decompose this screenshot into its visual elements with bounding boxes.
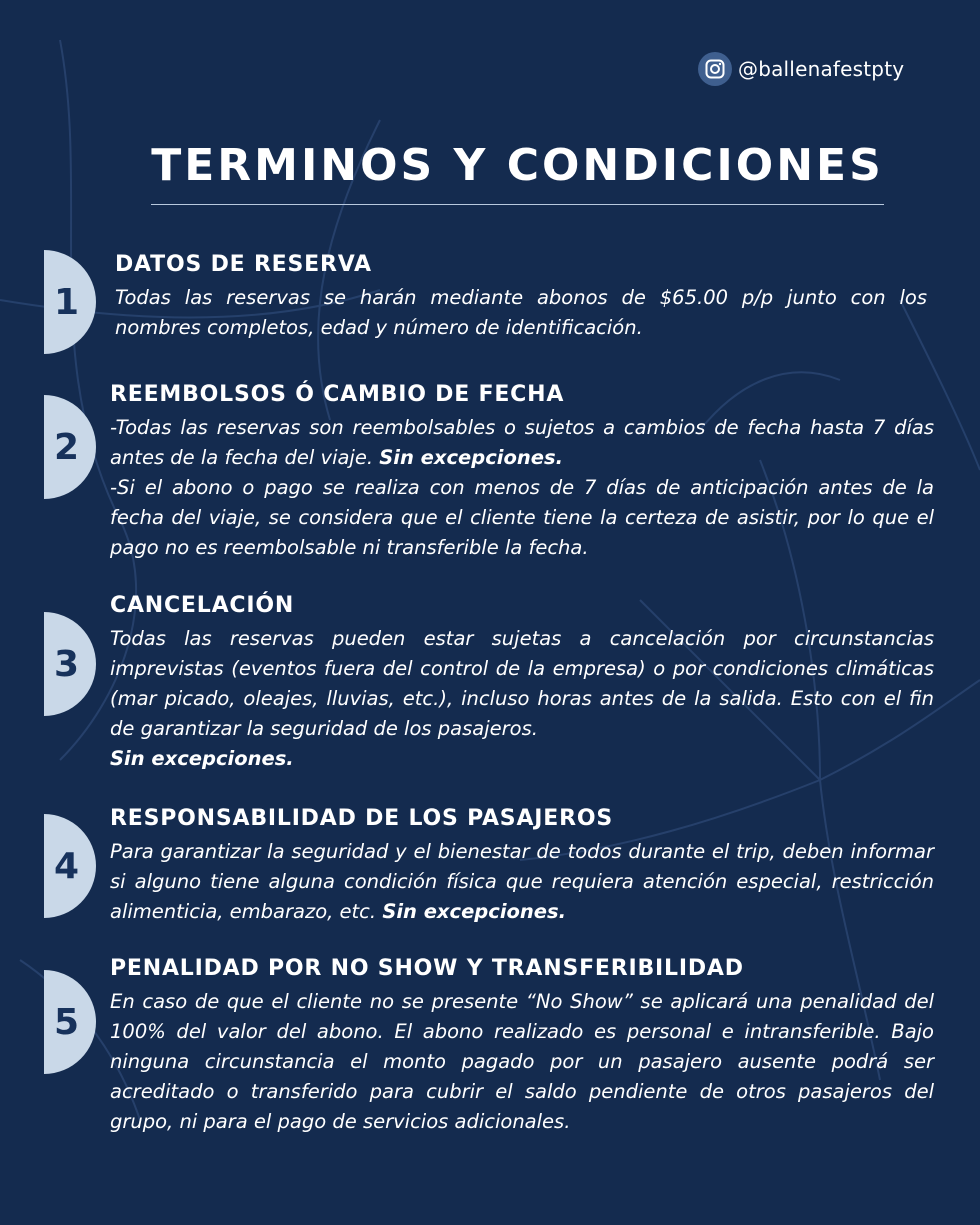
- section-penalidad: [110, 956, 934, 1137]
- section-number: 2: [54, 426, 80, 468]
- section-paragraph: [110, 624, 934, 774]
- paragraph-text: -Si el abono o pago se realiza con menos de 7 días de anticipación antes de la fecha del viaje, se considera que el cliente tiene la certeza de asistir, por lo que el pago no es reembolsable ni transferible la fecha.: [110, 476, 934, 559]
- section-cancelacion: [110, 593, 934, 774]
- paragraph-emphasis: Sin excepciones.: [379, 446, 563, 469]
- section-paragraph: [110, 837, 934, 927]
- section-heading: CANCELACIÓN: [110, 593, 295, 618]
- section-paragraph: [115, 283, 927, 343]
- section-heading: REEMBOLSOS Ó CAMBIO DE FECHA: [110, 382, 565, 407]
- instagram-icon: [698, 52, 732, 86]
- paragraph-text: Todas las reservas pueden estar sujetas a cancelación por circunstancias imprevistas (eventos fuera del control de la empresa) o por condiciones climáticas (mar picado, oleajes, lluvias, etc.), incluso horas antes de la salida. Esto con el fin de garantizar la seguridad de los pasajeros.: [110, 627, 934, 740]
- title-divider: [151, 204, 884, 205]
- section-paragraph: [110, 473, 934, 563]
- section-paragraph: [110, 413, 934, 473]
- section-number-badge: [44, 612, 96, 716]
- section-heading: RESPONSABILIDAD DE LOS PASAJEROS: [110, 806, 613, 831]
- paragraph-text: Para garantizar la seguridad y el bienestar de todos durante el trip, deben informar si alguno tiene alguna condición física que requiera atención especial, restricción alimenticia, embarazo, etc.: [110, 840, 934, 923]
- section-datos-de-reserva: [115, 252, 927, 343]
- section-number: 5: [54, 1001, 80, 1043]
- section-number-badge: [44, 970, 96, 1074]
- section-number-badge: [44, 395, 96, 499]
- instagram-handle[interactable]: [698, 52, 904, 86]
- section-number-badge: [44, 250, 96, 354]
- section-heading: PENALIDAD POR NO SHOW Y TRANSFERIBILIDAD: [110, 956, 744, 981]
- page-title: TERMINOS Y CONDICIONES: [151, 140, 884, 191]
- section-reembolsos: [110, 382, 934, 563]
- section-number: 4: [54, 845, 80, 887]
- section-number: 1: [54, 281, 80, 323]
- paragraph-emphasis: Sin excepciones.: [110, 747, 294, 770]
- section-number-badge: [44, 814, 96, 918]
- section-number: 3: [54, 643, 80, 685]
- instagram-handle-text: @ballenafestpty: [738, 57, 905, 81]
- section-responsabilidad: [110, 806, 934, 927]
- paragraph-text: En caso de que el cliente no se presente “No Show” se aplicará una penalidad del 100% del valor del abono. El abono realizado es personal e intransferible. Bajo ninguna circunstancia el monto pagado por un pasajero ausente podrá ser acreditado o transferido para cubrir el saldo pendiente de otros pasajeros del grupo, ni para el pago de servicios adicionales.: [110, 990, 934, 1133]
- section-paragraph: [110, 987, 934, 1137]
- section-heading: DATOS DE RESERVA: [115, 252, 372, 277]
- paragraph-text: Todas las reservas se harán mediante abonos de $65.00 p/p junto con los nombres completos, edad y número de identificación.: [115, 286, 927, 339]
- paragraph-emphasis: Sin excepciones.: [382, 900, 567, 923]
- paragraph-text: -Todas las reservas son reembolsables o sujetos a cambios de fecha hasta 7 días antes de la fecha del viaje.: [110, 416, 934, 469]
